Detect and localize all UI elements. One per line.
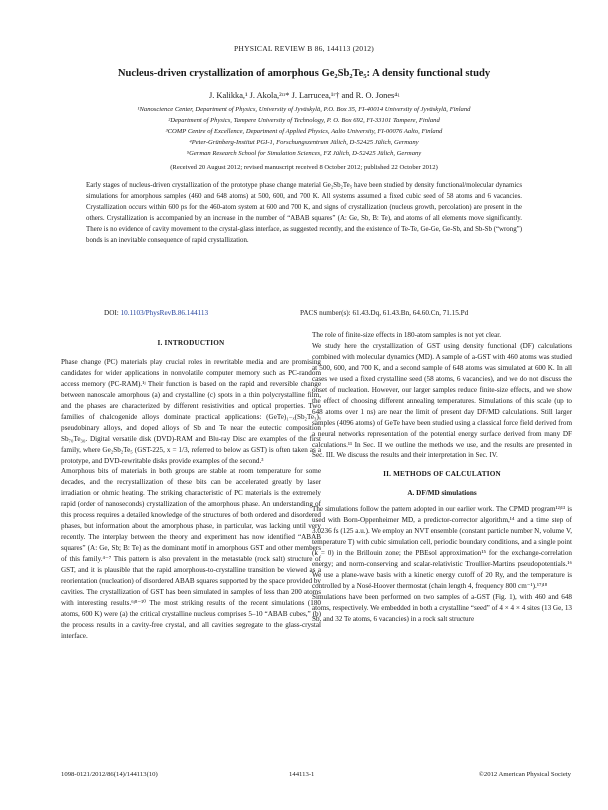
- received-dates: (Received 20 August 2012; revised manuscript received 8 October 2012; published 22 October 2012): [170, 164, 438, 171]
- right-column: [312, 330, 572, 625]
- intro-paragraph-3: We study here the crystallization of GST using density functional (DF) calculations combined with molecular dynamics (MD). A sample of a-GST with 460 atoms was studied at 500, 600, and 700 K, and a second sample of 648 atoms was simulated at 600 K. In all cases we used a fixed crystalline seed (58 atoms, 6 vacancies), and we do not discuss the onset of nucleation. However, our larger samples reduce finite-size effects, and we show the effect of choosing different annealing temperatures. Simulations of this scale (up to 648 atoms over 1 ns) are near the limit of present day DF/MD calculations. Still larger samples (4096 atoms) of GeTe have been studied using a classical force field derived from a neural networks representation of the potential energy surface derived from many DF calculations.¹¹ In Sec. II we outline the methods we use, and the results are presented in Sec. III. We discuss the results and their interpretation in Sec. IV.: [312, 341, 572, 460]
- paper-title: Nucleus-driven crystallization of amorphous Ge₂Sb₂Te₅: A density functional study: [117, 68, 491, 79]
- doi-link[interactable]: 10.1103/PhysRevB.86.144113: [120, 309, 209, 317]
- affiliation-1: ¹Nanoscience Center, Department of Physics, University of Jyväskylä, P.O. Box 35, FI-40014 University of Jyväskylä, Finland: [137, 106, 471, 113]
- affiliation-3: ³COMP Centre of Excellence, Department of Applied Physics, Aalto University, FI-00076 Aalto, Finland: [165, 128, 443, 135]
- affiliation-4: ⁴Peter-Grünberg-Institut PGI-1, Forschungszentrum Jülich, D-52425 Jülich, Germany: [189, 139, 419, 146]
- doi: [104, 309, 208, 317]
- running-head: PHYSICAL REVIEW B 86, 144113 (2012): [233, 44, 375, 53]
- affiliation-5: ⁵German Research School for Simulation Sciences, FZ Jülich, D-52425 Jülich, Germany: [186, 150, 422, 157]
- left-column: [61, 330, 321, 642]
- section-heading-methods: II. METHODS OF CALCULATION: [383, 470, 501, 479]
- continued-paragraph: The role of finite-size effects in 180-atom samples is not yet clear.: [312, 331, 502, 339]
- author-list: J. Kalikka,¹ J. Akola,²ʳʴ* J. Larrucea,¹ʳ† and R. O. Jones⁴ʵ: [208, 91, 400, 100]
- pacs-numbers: PACS number(s): 61.43.Dq, 61.43.Bn, 64.60.Cn, 71.15.Pd: [300, 309, 469, 317]
- methods-paragraph-2: Simulations have been performed on two samples of a-GST (Fig. 1), with 460 and 648 atoms, respectively. We embedded in both a crystalline “seed” of 4 × 4 × 4 sites (13 Ge, 13 Sb, and 32 Te atoms, 6 vacancies) in a rock salt structure: [312, 592, 572, 623]
- methods-paragraph-1: The simulations follow the pattern adopted in our earlier work. The CPMD program¹²ʲ¹³ is used with Born-Oppenheimer MD, a predictor-corrector algorithm,¹⁴ and a time step of 3.0236 fs (125 a.u.). We employ an NVT ensemble (constant particle number N, volume V, temperature T) with cubic simulation cell, periodic boundary conditions, and a single point (k = 0) in the Brillouin zone; the PBEsol approximation¹⁵ for the exchange-correlation energy; and norm-conserving and scalar-relativistic Troullier-Martins pseudopotentials.¹⁶ We use a plane-wave basis with a kinetic energy cutoff of 20 Ry, and the temperature is controlled by a Nosé-Hoover thermostat (chain length 4, frequency 800 cm⁻¹).¹⁷ʲ¹⁸: [312, 505, 572, 591]
- footer-page-number: 144113-1: [289, 771, 315, 778]
- section-heading-introduction: I. INTRODUCTION: [157, 339, 225, 347]
- doi-label: DOI:: [104, 309, 121, 317]
- subsection-heading-dfmd: A. DF/MD simulations: [407, 489, 477, 498]
- affiliation-2: ²Department of Physics, Tampere University of Technology, P. O. Box 692, FI-33101 Tampere, Finland: [168, 117, 440, 124]
- intro-paragraph-1: Phase change (PC) materials play crucial roles in rewritable media and are promising candidates for wider applications in nonvolatile computer memory such as PC-random access memory (PC-RAM).¹ʲ Their function is based on the rapid and reversible change between nanoscale amorphous (a) and crystalline (c) spots in a thin polycrystalline film, and the phases are characterized by different resistivities and optical properties. Two families of chalcogenide alloys dominate practical applications: (GeTe)₁₋ₓ(Sb₂Te₃)ₓ pseudobinary alloys, and doped alloys of Sb and Te near the eutectic composition Sb₇₀Te₃₀. Digital versatile disk (DVD)-RAM and Blu-ray Disc are examples of the first family, where Ge₂Sb₂Te₅ (GST-225, x = 1/3, referred to below as GST) is often taken as a prototype, and DVD-rewritable disks provide examples of the second.³: [61, 357, 321, 465]
- intro-paragraph-2: Amorphous bits of materials in both groups are stable at room temperature for some decades, and the recrystallization of these bits can be accelerated greatly by laser irradiation or ohmic heating. The striking characteristic of PC materials is the extremely rapid (order of nanoseconds) crystallization of the amorphous phase. An understanding of this process requires a detailed knowledge of the structures of both ordered and disordered phases, but information about the amorphous phase, in particular, was lacking until very recently. The interplay between the theory and experiment has now identified “ABAB squares” (A: Ge, Sb; B: Te) as the dominant motif in amorphous GST and other members of this family.⁴⁻⁷ This pattern is also prevalent in the metastable (rock salt) structure of GST, and it is plausible that the rapid amorphous-to-crystalline transition be viewed as a reorientation (nucleation) of disordered ABAB squares supported by the space provided by cavities. The crystallization of GST has been simulated in samples of less than 200 atoms with interesting results.⁶ʲ⁸⁻¹⁰ The most striking results of the recent simulations (180 atoms, 600 K) were (a) the critical crystalline nucleus comprises 5–10 “ABAB cubes,” (b) the process results in a cavity-free crystal, and all cavities segregate to the glass-crystal interface.: [61, 467, 321, 640]
- abstract: Early stages of nucleus-driven crystallization of the prototype phase change material Ge₂Sb₂Te₅ have been studied by density functional/molecular dynamics simulations for amorphous samples (460 and 648 atoms) at 500, 600, and 700 K. All systems assumed a fixed cubic seed of 58 atoms and 6 vacancies. Crystallization occurs within 600 ps for the 460-atom system at 600 and 700 K, and signs of crystallization (nucleus growth, percolation) are present in the others. Crystallization is accompanied by an increase in the number of “ABAB squares” (A: Ge, Sb, B: Te), and atoms of all elements move significantly. There is no evidence of cavity movement to the crystal-glass interface, as suggested recently, and the existence of Te-Te, Ge-Ge, Ge-Sb, and Sb-Sb (“wrong”) bonds is an inevitable consequence of rapid crystallization.: [86, 182, 522, 244]
- footer-copyright: ©2012 American Physical Society: [478, 771, 571, 778]
- footer-issn: 1098-0121/2012/86(14)/144113(10): [61, 771, 158, 778]
